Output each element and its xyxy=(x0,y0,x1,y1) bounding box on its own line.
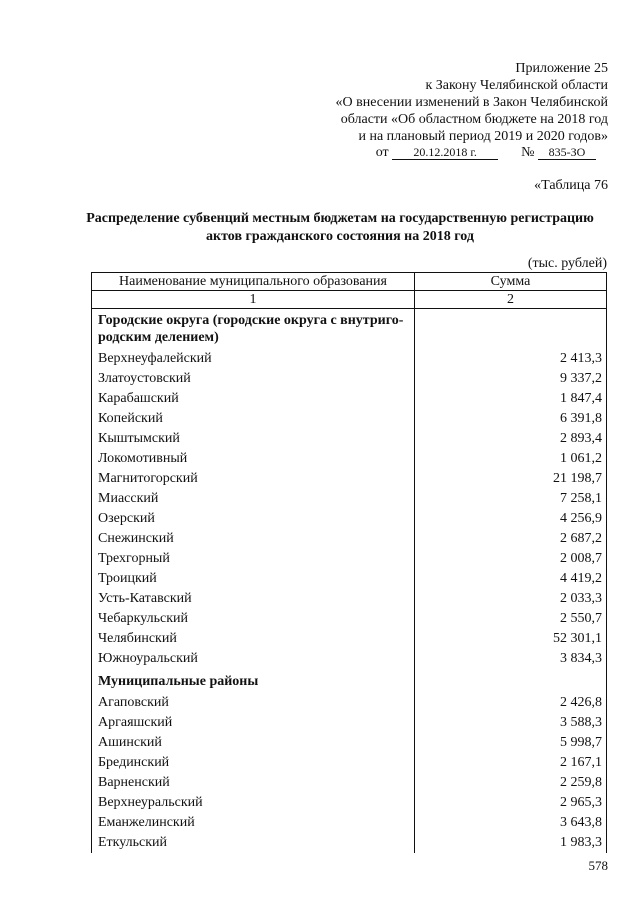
appendix-header-line: области «Об областном бюджете на 2018 год xyxy=(340,112,608,127)
table-row xyxy=(92,369,607,389)
table-row xyxy=(92,489,607,509)
subventions-table xyxy=(91,272,607,853)
section-row xyxy=(92,669,607,693)
table-row xyxy=(92,813,607,833)
table-body xyxy=(92,309,607,854)
municipality-name: Озерский xyxy=(92,509,415,529)
subvention-amount: 2 965,3 xyxy=(415,793,607,813)
subvention-amount: 3 588,3 xyxy=(415,713,607,733)
appendix-header xyxy=(278,60,608,145)
document-title xyxy=(80,210,600,246)
municipality-name: Верхнеуфалейский xyxy=(92,349,415,369)
table-row xyxy=(92,649,607,669)
municipality-name: Троицкий xyxy=(92,569,415,589)
units-label: (тыс. рублей) xyxy=(527,256,607,271)
table-row xyxy=(92,429,607,449)
subvention-amount: 2 413,3 xyxy=(415,349,607,369)
subvention-amount: 9 337,2 xyxy=(415,369,607,389)
subvention-amount: 2 550,7 xyxy=(415,609,607,629)
municipality-name: Снежинский xyxy=(92,529,415,549)
section-row xyxy=(92,309,607,350)
municipality-name: Челябинский xyxy=(92,629,415,649)
column-index-2: 2 xyxy=(415,291,607,309)
section-title: Муниципальные районы xyxy=(92,669,415,693)
municipality-name: Еманжелинский xyxy=(92,813,415,833)
table-row xyxy=(92,389,607,409)
title-line: актов гражданского состояния на 2018 год xyxy=(206,229,474,244)
subvention-amount: 3 834,3 xyxy=(415,649,607,669)
subvention-amount: 21 198,7 xyxy=(415,469,607,489)
municipality-name: Агаповский xyxy=(92,693,415,713)
section-value-cell xyxy=(415,669,607,693)
table-row xyxy=(92,733,607,753)
title-line: Распределение субвенций местным бюджетам на государственную регистрацию xyxy=(86,211,594,226)
municipality-name: Усть-Катавский xyxy=(92,589,415,609)
appendix-header-line: и на плановый период 2019 и 2020 годов» xyxy=(358,129,608,144)
table-number: «Таблица 76 xyxy=(534,178,608,193)
table-row xyxy=(92,349,607,369)
subvention-amount: 6 391,8 xyxy=(415,409,607,429)
table-row xyxy=(92,569,607,589)
table-row xyxy=(92,449,607,469)
appendix-header-line: к Закону Челябинской области xyxy=(425,78,608,93)
from-label: от xyxy=(375,145,389,160)
table-row xyxy=(92,409,607,429)
municipality-name: Миасский xyxy=(92,489,415,509)
subvention-amount: 2 893,4 xyxy=(415,429,607,449)
municipality-name: Ашинский xyxy=(92,733,415,753)
law-date-number-line xyxy=(376,144,596,161)
municipality-name: Златоустовский xyxy=(92,369,415,389)
subvention-amount: 2 687,2 xyxy=(415,529,607,549)
number-label: № xyxy=(521,145,535,160)
column-header-sum: Сумма xyxy=(415,273,607,291)
appendix-header-line: Приложение 25 xyxy=(515,61,608,76)
table-row xyxy=(92,629,607,649)
table-row xyxy=(92,469,607,489)
municipality-name: Трехгорный xyxy=(92,549,415,569)
municipality-name: Магнитогорский xyxy=(92,469,415,489)
subvention-amount: 4 256,9 xyxy=(415,509,607,529)
subvention-amount: 1 983,3 xyxy=(415,833,607,853)
table-row xyxy=(92,589,607,609)
subvention-amount: 7 258,1 xyxy=(415,489,607,509)
municipality-name: Верхнеуральский xyxy=(92,793,415,813)
subvention-amount: 2 008,7 xyxy=(415,549,607,569)
municipality-name: Варненский xyxy=(92,773,415,793)
municipality-name: Южноуральский xyxy=(92,649,415,669)
table-row xyxy=(92,753,607,773)
municipality-name: Аргаяшский xyxy=(92,713,415,733)
table-row xyxy=(92,833,607,853)
subvention-amount: 1 847,4 xyxy=(415,389,607,409)
municipality-name: Чебаркульский xyxy=(92,609,415,629)
table-row xyxy=(92,509,607,529)
subvention-amount: 5 998,7 xyxy=(415,733,607,753)
subvention-amount: 3 643,8 xyxy=(415,813,607,833)
table-index-row xyxy=(92,291,607,309)
law-number: 835-ЗО xyxy=(538,145,596,160)
subvention-amount: 2 426,8 xyxy=(415,693,607,713)
municipality-name: Копейский xyxy=(92,409,415,429)
municipality-name: Брединский xyxy=(92,753,415,773)
section-value-cell xyxy=(415,309,607,350)
table-header-row xyxy=(92,273,607,291)
page-number: 578 xyxy=(588,858,608,873)
municipality-name: Еткульский xyxy=(92,833,415,853)
table-row xyxy=(92,609,607,629)
subvention-amount: 1 061,2 xyxy=(415,449,607,469)
table-row xyxy=(92,773,607,793)
column-header-name: Наименование муниципального образования xyxy=(92,273,415,291)
table-row xyxy=(92,693,607,713)
table-row xyxy=(92,713,607,733)
subvention-amount: 52 301,1 xyxy=(415,629,607,649)
table-row xyxy=(92,549,607,569)
municipality-name: Кыштымский xyxy=(92,429,415,449)
municipality-name: Локомотивный xyxy=(92,449,415,469)
law-date: 20.12.2018 г. xyxy=(392,145,498,160)
table-row xyxy=(92,793,607,813)
column-index-1: 1 xyxy=(92,291,415,309)
table-row xyxy=(92,529,607,549)
municipality-name: Карабашский xyxy=(92,389,415,409)
subvention-amount: 2 259,8 xyxy=(415,773,607,793)
subvention-amount: 2 033,3 xyxy=(415,589,607,609)
subvention-amount: 4 419,2 xyxy=(415,569,607,589)
subvention-amount: 2 167,1 xyxy=(415,753,607,773)
appendix-header-line: «О внесении изменений в Закон Челябинской xyxy=(335,95,608,110)
section-title: Городские округа (городские округа с внутриго-родским делением) xyxy=(92,309,415,350)
